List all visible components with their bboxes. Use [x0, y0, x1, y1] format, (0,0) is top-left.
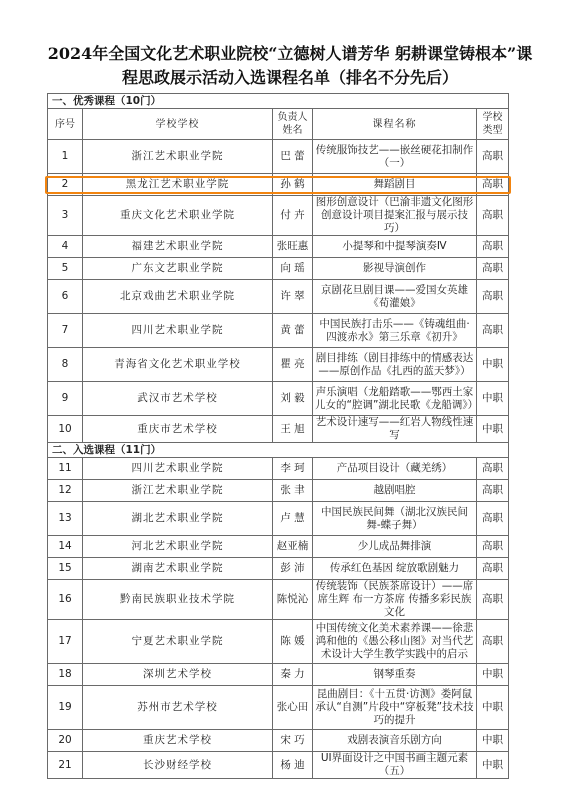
cell-course: 剧目排练（剧目排练中的情感表达——原创作品《扎西的蓝天梦》） [313, 348, 477, 382]
section-label: 二、入选课程（11门） [48, 443, 509, 458]
table-row [48, 416, 509, 443]
cell-type: 高职 [477, 140, 509, 174]
table-row [48, 558, 509, 580]
cell-school: 重庆文化艺术职业学院 [83, 196, 273, 236]
cell-course: 传承红色基因 绽放歌剧魅力 [313, 558, 477, 580]
cell-course: 图形创意设计（巴渝非遗文化图形创意设计项目提案汇报与展示技巧） [313, 196, 477, 236]
course-table [47, 93, 509, 779]
cell-person: 杨 迪 [273, 752, 313, 779]
cell-person: 许 翠 [273, 280, 313, 314]
cell-course: 京剧花旦剧目课——爱国女英雄《荀灌娘》 [313, 280, 477, 314]
cell-no: 11 [48, 458, 83, 480]
page-title: 2024年全国文化艺术职业院校“立德树人谱芳华 躬耕课堂铸根本”课程思政展示活动入选课程名单（排名不分先后） [47, 44, 533, 87]
header-no: 序号 [48, 109, 83, 140]
table-row [48, 502, 509, 536]
cell-type: 高职 [477, 458, 509, 480]
cell-school: 深圳艺术学校 [83, 664, 273, 686]
table-row [48, 580, 509, 620]
cell-course: 少儿成品舞排演 [313, 536, 477, 558]
cell-no: 21 [48, 752, 83, 779]
cell-school: 武汉市艺术学校 [83, 382, 273, 416]
header-row [48, 109, 509, 140]
cell-school: 苏州市艺术学校 [83, 686, 273, 730]
cell-school: 青海省文化艺术职业学校 [83, 348, 273, 382]
section-label: 一、优秀课程（10门） [48, 94, 509, 109]
cell-person: 王 旭 [273, 416, 313, 443]
cell-no: 1 [48, 140, 83, 174]
cell-course: 艺术设计速写——红岩人物线性速写 [313, 416, 477, 443]
table-row [48, 480, 509, 502]
cell-school: 福建艺术职业学院 [83, 236, 273, 258]
cell-course: 中国民族民间舞（湖北汉族民间舞-蝶子舞） [313, 502, 477, 536]
cell-person: 宋 巧 [273, 730, 313, 752]
cell-person: 黄 蕾 [273, 314, 313, 348]
cell-type: 中职 [477, 664, 509, 686]
cell-no: 12 [48, 480, 83, 502]
table-row [48, 382, 509, 416]
section-row [48, 94, 509, 109]
cell-no: 6 [48, 280, 83, 314]
table-row [48, 314, 509, 348]
header-person: 负责人姓名 [273, 109, 313, 140]
cell-school: 广东文艺职业学院 [83, 258, 273, 280]
cell-type: 高职 [477, 174, 509, 196]
cell-school: 浙江艺术职业学院 [83, 140, 273, 174]
table-row [48, 236, 509, 258]
cell-school: 北京戏曲艺术职业学院 [83, 280, 273, 314]
table-row [48, 140, 509, 174]
cell-no: 17 [48, 620, 83, 664]
table-row [48, 196, 509, 236]
cell-type: 高职 [477, 196, 509, 236]
cell-person: 瞿 亮 [273, 348, 313, 382]
cell-school: 湖南艺术职业学院 [83, 558, 273, 580]
cell-no: 13 [48, 502, 83, 536]
table-row [48, 730, 509, 752]
cell-school: 湖北艺术职业学院 [83, 502, 273, 536]
cell-no: 16 [48, 580, 83, 620]
cell-no: 15 [48, 558, 83, 580]
cell-course: 产品项目设计（藏羌绣） [313, 458, 477, 480]
cell-type: 高职 [477, 258, 509, 280]
cell-school: 宁夏艺术职业学院 [83, 620, 273, 664]
cell-person: 付 卉 [273, 196, 313, 236]
cell-course: 小提琴和中提琴演奏Ⅳ [313, 236, 477, 258]
cell-school: 河北艺术职业学院 [83, 536, 273, 558]
table-row [48, 686, 509, 730]
cell-type: 中职 [477, 348, 509, 382]
highlight-box [45, 176, 511, 194]
cell-no: 5 [48, 258, 83, 280]
cell-school: 浙江艺术职业学院 [83, 480, 273, 502]
cell-type: 中职 [477, 416, 509, 443]
cell-person: 向 瑶 [273, 258, 313, 280]
cell-school: 重庆艺术学校 [83, 730, 273, 752]
table-row [48, 664, 509, 686]
cell-type: 高职 [477, 480, 509, 502]
cell-person: 李 珂 [273, 458, 313, 480]
cell-course: 影视导演创作 [313, 258, 477, 280]
table-row [48, 258, 509, 280]
cell-no: 19 [48, 686, 83, 730]
table-row [48, 752, 509, 779]
cell-person: 张旺惠 [273, 236, 313, 258]
table-row [48, 280, 509, 314]
section-row [48, 443, 509, 458]
cell-type: 中职 [477, 730, 509, 752]
table-body [48, 94, 509, 779]
cell-course: 昆曲剧目：《十五贯·访测》娄阿鼠承认“自测”片段中“穿板凳”技术技巧的提升 [313, 686, 477, 730]
cell-course: 舞蹈剧目 [313, 174, 477, 196]
cell-type: 高职 [477, 280, 509, 314]
cell-no: 8 [48, 348, 83, 382]
cell-type: 高职 [477, 502, 509, 536]
cell-person: 孙 鹤 [273, 174, 313, 196]
cell-no: 10 [48, 416, 83, 443]
cell-person: 陈悦沁 [273, 580, 313, 620]
cell-person: 巴 蕾 [273, 140, 313, 174]
header-course: 课程名称 [313, 109, 477, 140]
cell-type: 高职 [477, 580, 509, 620]
cell-course: UI界面设计之中国书画主题元素（五） [313, 752, 477, 779]
table-row [48, 458, 509, 480]
cell-course: 戏剧表演音乐剧方向 [313, 730, 477, 752]
cell-no: 14 [48, 536, 83, 558]
cell-type: 中职 [477, 752, 509, 779]
cell-type: 高职 [477, 536, 509, 558]
cell-school: 四川艺术职业学院 [83, 314, 273, 348]
cell-no: 20 [48, 730, 83, 752]
cell-type: 高职 [477, 236, 509, 258]
cell-course: 传统装饰（民族茶席设计）——席席生辉 布一方茶席 传播多彩民族文化 [313, 580, 477, 620]
cell-person: 秦 力 [273, 664, 313, 686]
cell-type: 高职 [477, 558, 509, 580]
table-row [48, 620, 509, 664]
cell-course: 钢琴重奏 [313, 664, 477, 686]
cell-no: 2 [48, 174, 83, 196]
cell-person: 张心田 [273, 686, 313, 730]
table-row [48, 536, 509, 558]
cell-course: 中国传统文化美术素养课——徐悲鸿和他的《愚公移山图》对当代艺术设计大学生教学实践中的启示 [313, 620, 477, 664]
cell-school: 四川艺术职业学院 [83, 458, 273, 480]
cell-course: 越剧唱腔 [313, 480, 477, 502]
cell-no: 9 [48, 382, 83, 416]
cell-type: 中职 [477, 686, 509, 730]
cell-no: 4 [48, 236, 83, 258]
header-school: 学校学校 [83, 109, 273, 140]
cell-no: 3 [48, 196, 83, 236]
cell-course: 中国民族打击乐——《铸魂组曲·四渡赤水》第三乐章《初升》 [313, 314, 477, 348]
cell-person: 陈 媛 [273, 620, 313, 664]
header-type: 学校类型 [477, 109, 509, 140]
cell-type: 高职 [477, 314, 509, 348]
cell-person: 卢 慧 [273, 502, 313, 536]
cell-school: 长沙财经学校 [83, 752, 273, 779]
cell-course: 传统服饰技艺——嵌丝硬花扣制作（一） [313, 140, 477, 174]
cell-person: 张 聿 [273, 480, 313, 502]
cell-person: 赵亚楠 [273, 536, 313, 558]
cell-school: 黔南民族职业技术学院 [83, 580, 273, 620]
table-row [48, 348, 509, 382]
cell-person: 彭 沛 [273, 558, 313, 580]
cell-no: 18 [48, 664, 83, 686]
cell-course: 声乐演唱（龙船踏歌——鄂西土家儿女的“腔调”湖北民歌《龙船调》） [313, 382, 477, 416]
cell-no: 7 [48, 314, 83, 348]
cell-person: 刘 毅 [273, 382, 313, 416]
cell-school: 重庆市艺术学校 [83, 416, 273, 443]
cell-school: 黑龙江艺术职业学院 [83, 174, 273, 196]
cell-type: 中职 [477, 382, 509, 416]
cell-type: 高职 [477, 620, 509, 664]
